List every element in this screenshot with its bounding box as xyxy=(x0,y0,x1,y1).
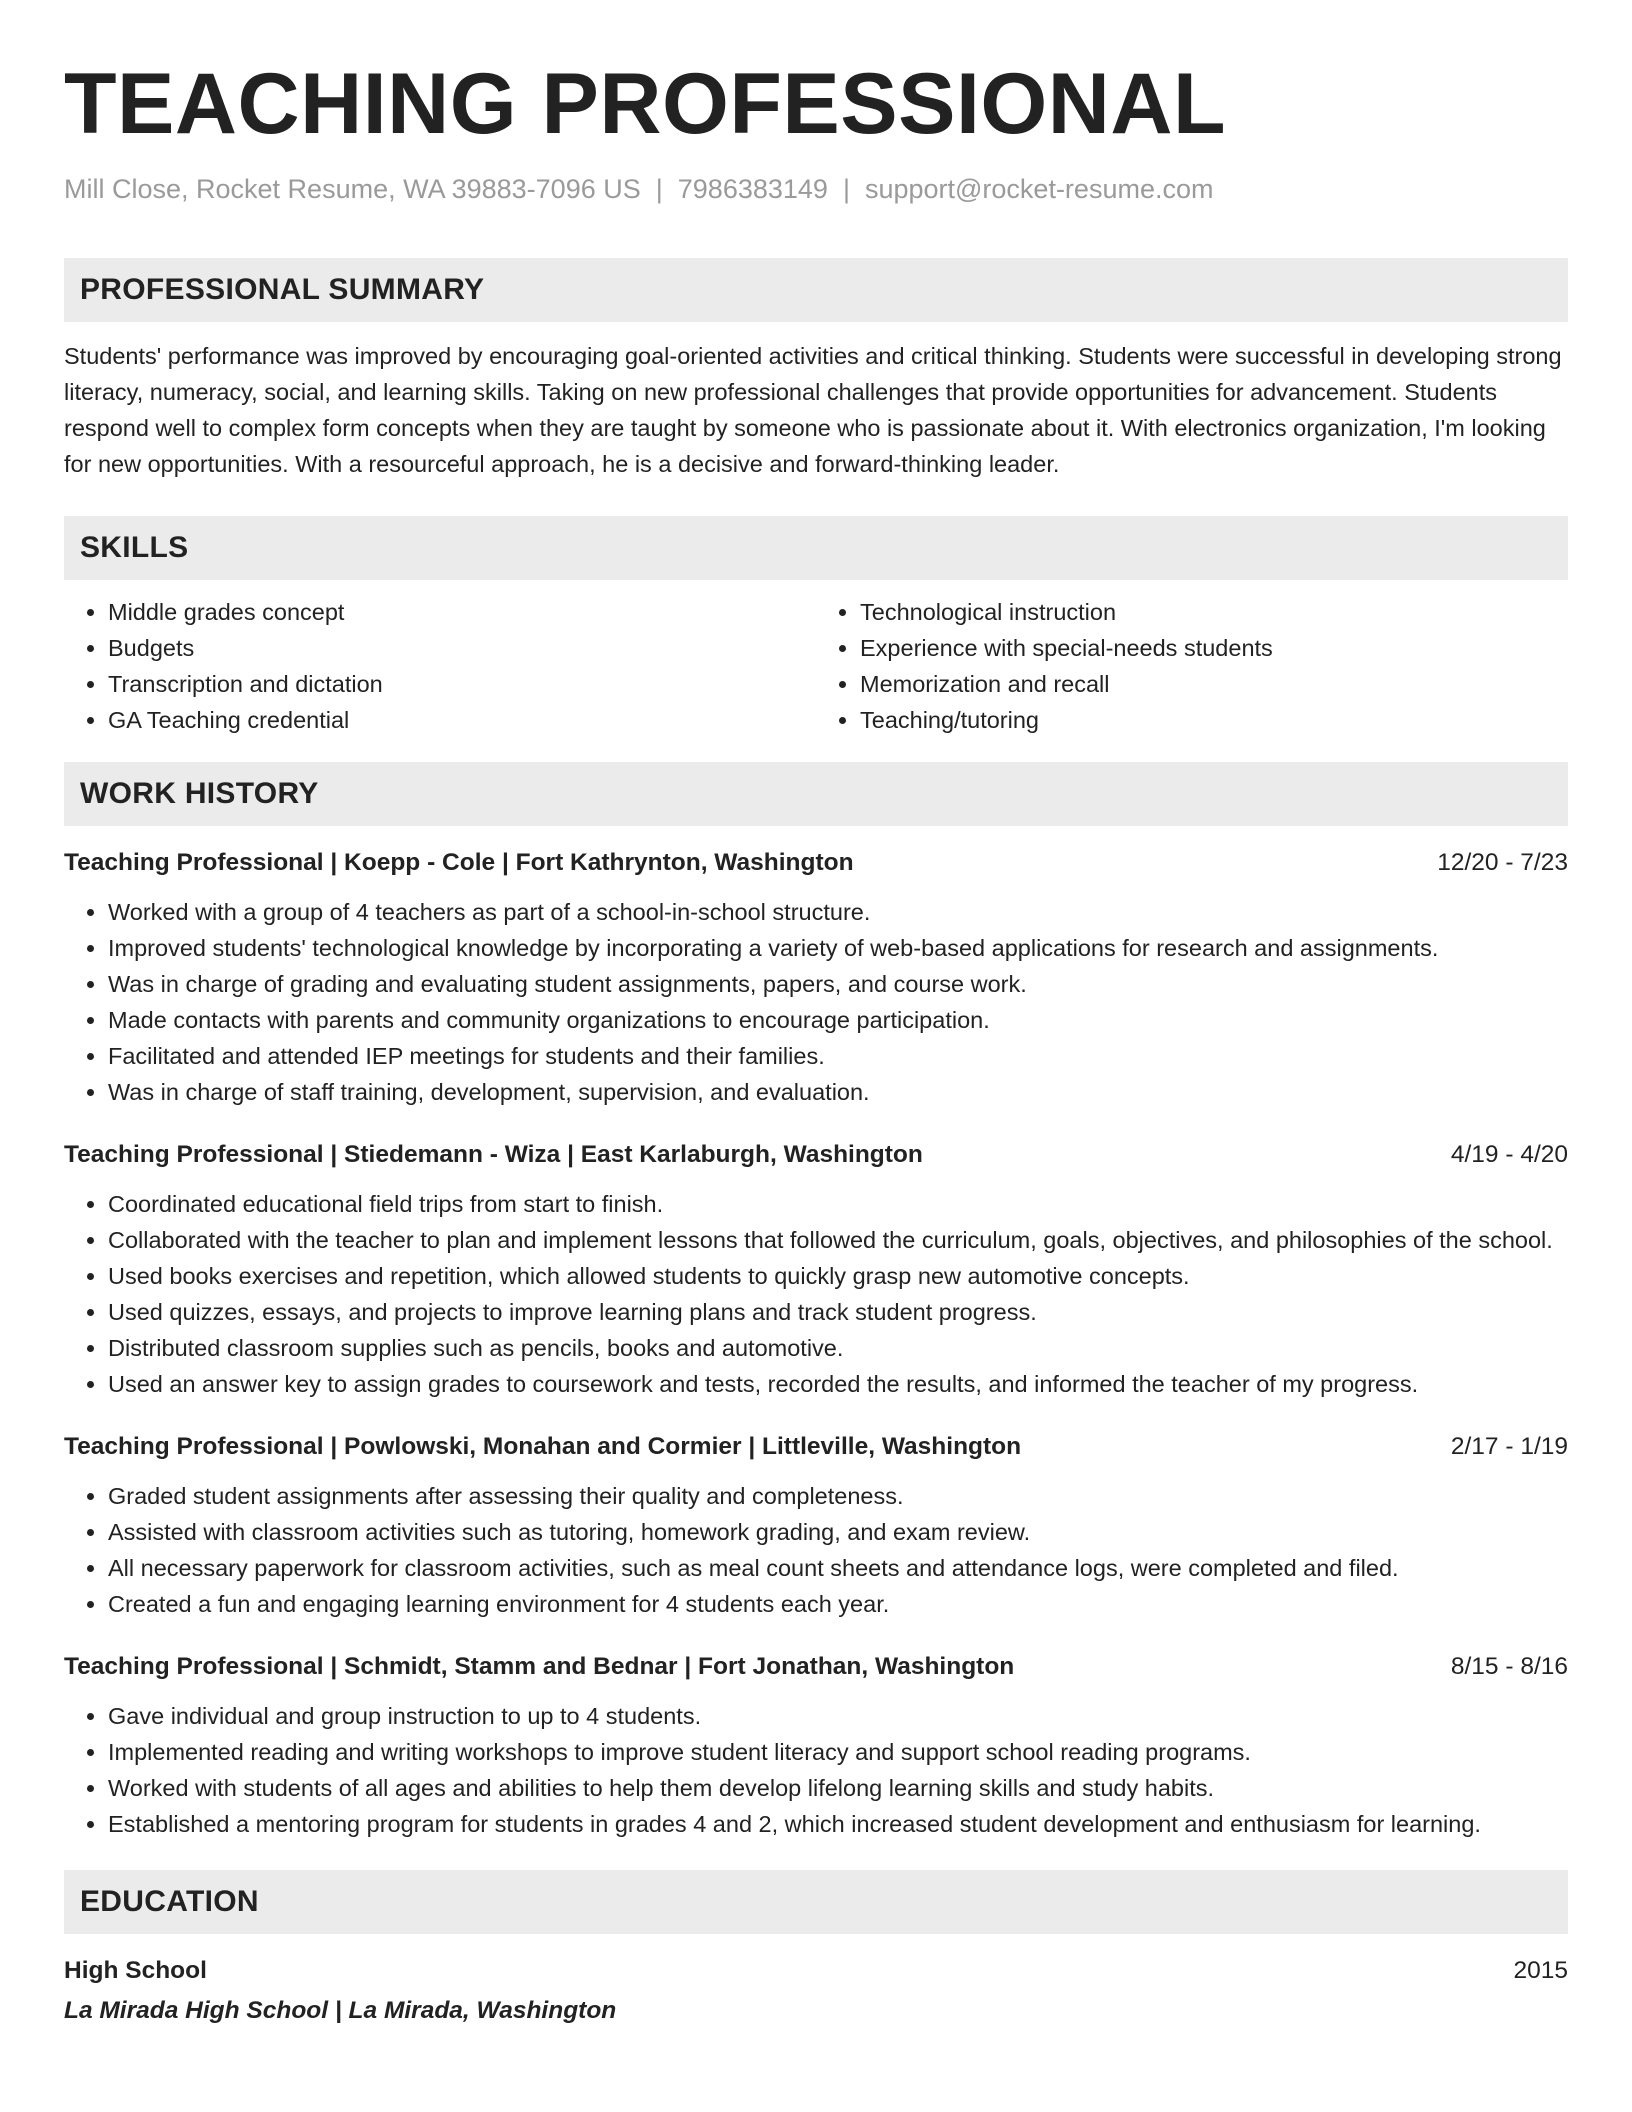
skills-column-right xyxy=(816,594,1568,738)
job-entry xyxy=(64,1650,1568,1842)
job-bullet: • Was in charge of staff training, development, supervision, and evaluation. xyxy=(108,1074,1568,1110)
skill-item: • Budgets xyxy=(108,630,816,666)
candidate-name: TEACHING PROFESSIONAL xyxy=(64,56,1227,152)
job-bullet: • Implemented reading and writing workshops to improve student literacy and support school reading programs. xyxy=(108,1734,1568,1770)
job-bullet: • Coordinated educational field trips from start to finish. xyxy=(108,1186,1568,1222)
education-heading-row xyxy=(64,1954,1568,1988)
contact-separator: | xyxy=(842,174,850,204)
section-header-work-history: WORK HISTORY xyxy=(64,762,1568,826)
skill-item: • Teaching/tutoring xyxy=(860,702,1568,738)
skills-list xyxy=(64,594,1568,738)
job-heading-row xyxy=(64,1650,1568,1684)
job-title: Teaching Professional | Schmidt, Stamm and Bednar | Fort Jonathan, Washington xyxy=(64,1653,1015,1680)
skill-item: • Experience with special-needs students xyxy=(860,630,1568,666)
section-header-education: EDUCATION xyxy=(64,1870,1568,1934)
section-header-skills: SKILLS xyxy=(64,516,1568,580)
skill-item: • Transcription and dictation xyxy=(108,666,816,702)
contact-separator: | xyxy=(655,174,663,204)
job-entry xyxy=(64,1138,1568,1402)
job-bullet: • Established a mentoring program for students in grades 4 and 2, which increased student development and enthusiasm for learning. xyxy=(108,1806,1568,1842)
job-title: Teaching Professional | Stiedemann - Wiza | East Karlaburgh, Washington xyxy=(64,1141,923,1168)
section-header-summary: PROFESSIONAL SUMMARY xyxy=(64,258,1568,322)
job-bullet: • All necessary paperwork for classroom activities, such as meal count sheets and attendance logs, were completed and filed. xyxy=(108,1550,1568,1586)
job-bullet: • Graded student assignments after assessing their quality and completeness. xyxy=(108,1478,1568,1514)
job-bullet: • Improved students' technological knowledge by incorporating a variety of web-based applications for research and assignments. xyxy=(108,930,1568,966)
job-bullet: • Facilitated and attended IEP meetings for students and their families. xyxy=(108,1038,1568,1074)
job-bullet: • Was in charge of grading and evaluating student assignments, papers, and course work. xyxy=(108,966,1568,1002)
job-bullet: • Collaborated with the teacher to plan and implement lessons that followed the curriculum, goals, objectives, and philosophies of the school. xyxy=(108,1222,1568,1258)
job-heading-row xyxy=(64,1430,1568,1464)
job-bullet: • Worked with a group of 4 teachers as part of a school-in-school structure. xyxy=(108,894,1568,930)
contact-phone: 7986383149 xyxy=(677,174,828,204)
job-heading-row xyxy=(64,1138,1568,1172)
contact-email: support@rocket-resume.com xyxy=(864,174,1214,204)
job-bullet: • Gave individual and group instruction to up to 4 students. xyxy=(108,1698,1568,1734)
job-bullet: • Assisted with classroom activities such as tutoring, homework grading, and exam review. xyxy=(108,1514,1568,1550)
skill-item: • Memorization and recall xyxy=(860,666,1568,702)
job-bullet: • Used quizzes, essays, and projects to improve learning plans and track student progress. xyxy=(108,1294,1568,1330)
job-bullet: • Distributed classroom supplies such as pencils, books and automotive. xyxy=(108,1330,1568,1366)
job-bullets xyxy=(64,1698,1568,1842)
job-entry xyxy=(64,846,1568,1110)
job-bullets xyxy=(64,1478,1568,1622)
job-bullet: • Created a fun and engaging learning environment for 4 students each year. xyxy=(108,1586,1568,1622)
skills-column-left xyxy=(64,594,816,738)
job-bullets xyxy=(64,1186,1568,1402)
job-dates: 4/19 - 4/20 xyxy=(1450,1141,1568,1168)
education-year: 2015 xyxy=(1513,1957,1568,1984)
job-dates: 2/17 - 1/19 xyxy=(1450,1433,1568,1460)
skill-item: • Technological instruction xyxy=(860,594,1568,630)
summary-text: Students' performance was improved by encouraging goal-oriented activities and critical thinking. Students were successful in developing strong literacy, numeracy, social, and learning skills. Taking on new professional challenges that provide opportunities for advancement. Students respond well to complex form concepts when they are taught by someone who is passionate about it. With electronics organization, I'm looking for new opportunities. With a resourceful approach, he is a decisive and forward-thinking leader. xyxy=(64,343,1562,477)
job-bullet: • Worked with students of all ages and abilities to help them develop lifelong learning skills and study habits. xyxy=(108,1770,1568,1806)
skill-item: • GA Teaching credential xyxy=(108,702,816,738)
education-degree: High School xyxy=(64,1957,207,1984)
contact-line xyxy=(64,172,1568,206)
job-bullets xyxy=(64,894,1568,1110)
job-bullet: • Made contacts with parents and community organizations to encourage participation. xyxy=(108,1002,1568,1038)
job-bullet: • Used an answer key to assign grades to coursework and tests, recorded the results, and informed the teacher of my progress. xyxy=(108,1366,1568,1402)
job-heading-row xyxy=(64,846,1568,880)
job-dates: 12/20 - 7/23 xyxy=(1437,849,1568,876)
education-school: La Mirada High School | La Mirada, Washington xyxy=(64,1997,617,2024)
job-bullet: • Used books exercises and repetition, which allowed students to quickly grasp new automotive concepts. xyxy=(108,1258,1568,1294)
contact-address: Mill Close, Rocket Resume, WA 39883-7096 US xyxy=(64,174,641,204)
education-entry xyxy=(64,1954,1568,2028)
job-title: Teaching Professional | Koepp - Cole | Fort Kathrynton, Washington xyxy=(64,849,854,876)
skill-item: • Middle grades concept xyxy=(108,594,816,630)
job-dates: 8/15 - 8/16 xyxy=(1450,1653,1568,1680)
job-entry xyxy=(64,1430,1568,1622)
job-title: Teaching Professional | Powlowski, Monahan and Cormier | Littleville, Washington xyxy=(64,1433,1022,1460)
